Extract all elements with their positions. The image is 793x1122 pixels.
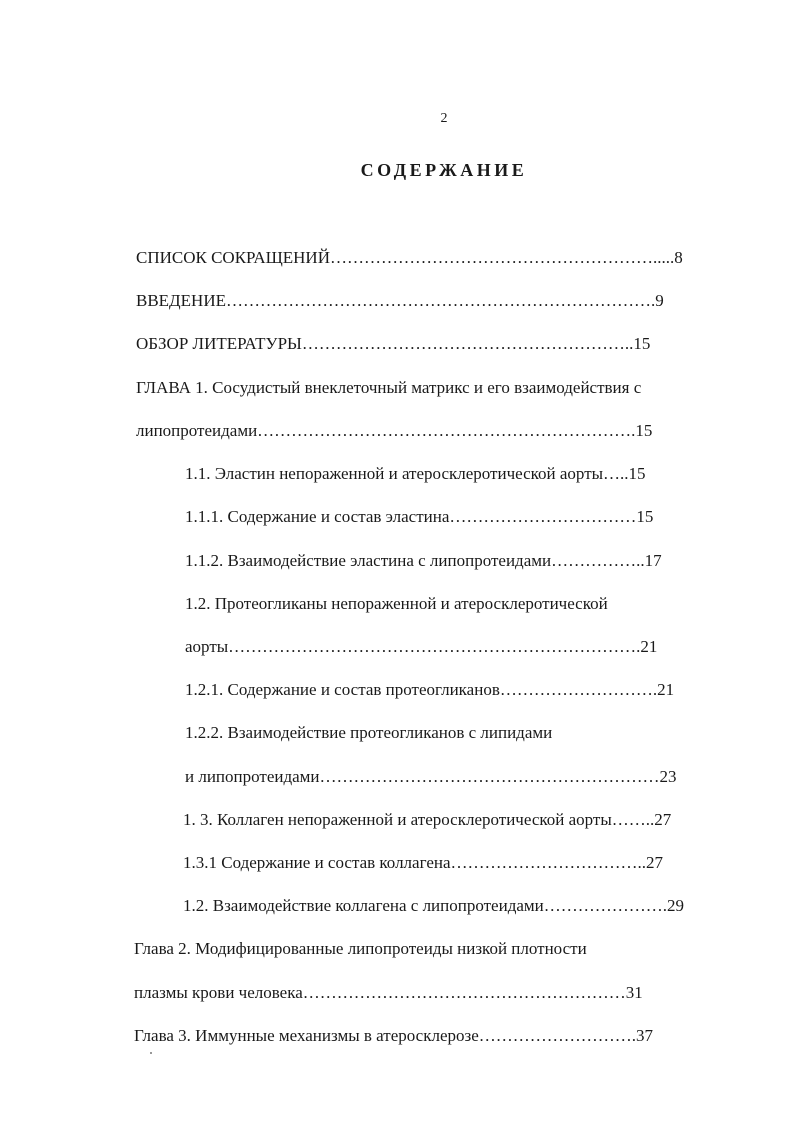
toc-entry-1-2-2-end: и липопротеидами……………………………………………………23 [185, 767, 677, 786]
page-title: СОДЕРЖАНИЕ [360, 160, 528, 180]
toc-entry-1-1: 1.1. Эластин непораженной и атеросклеротической аорты…..15 [185, 464, 646, 483]
toc-entry-chapter-2-title: Глава 2. Модифицированные липопротеиды низкой плотности [134, 939, 587, 958]
toc-entry-abbreviations: СПИСОК СОКРАЩЕНИЙ………………………………………………….....8 [136, 248, 683, 267]
toc-entry-chapter-3: Глава 3. Иммунные механизмы в атеросклерозе……………………….37 [134, 1026, 654, 1045]
toc-entry-1-1-1: 1.1.1. Содержание и состав эластина……………………………15 [185, 507, 654, 526]
toc-entry-chapter-2-end: плазмы крови человека…………………………………………………31 [134, 983, 643, 1002]
toc-entry-1-2-2-title: 1.2.2. Взаимодействие протеогликанов с липидами [185, 723, 553, 742]
toc-entry-1-2-end: аорты……………………………………………………………….21 [185, 637, 658, 656]
toc-entry-chapter-1-end: липопротеидами………………………………………………………….15 [136, 421, 653, 440]
page-number: 2 [440, 111, 448, 126]
toc-entry-1-3-1: 1.3.1 Содержание и состав коллагена……………………………..27 [183, 853, 664, 872]
toc-entry-1-2-1: 1.2.1. Содержание и состав протеогликанов……………………….21 [185, 680, 675, 699]
toc-entry-1-2-collagen: 1.2. Взаимодействие коллагена с липопротеидами………………….29 [183, 896, 684, 915]
scan-speck [150, 1052, 152, 1054]
toc-entry-introduction: ВВЕДЕНИЕ………………………………………………………………….9 [136, 291, 664, 310]
toc-entry-1-3: 1. 3. Коллаген непораженной и атеросклеротической аорты……..27 [183, 810, 672, 829]
toc-entry-literature-review: ОБЗОР ЛИТЕРАТУРЫ…………………………………………………..15 [136, 334, 651, 353]
toc-entry-chapter-1-title: ГЛАВА 1. Сосудистый внеклеточный матрикс и его взаимодействия с [136, 378, 642, 397]
toc-entry-1-2-title: 1.2. Протеогликаны непораженной и атеросклеротической [185, 594, 608, 613]
toc-entry-1-1-2: 1.1.2. Взаимодействие эластина с липопротеидами……………..17 [185, 551, 662, 570]
